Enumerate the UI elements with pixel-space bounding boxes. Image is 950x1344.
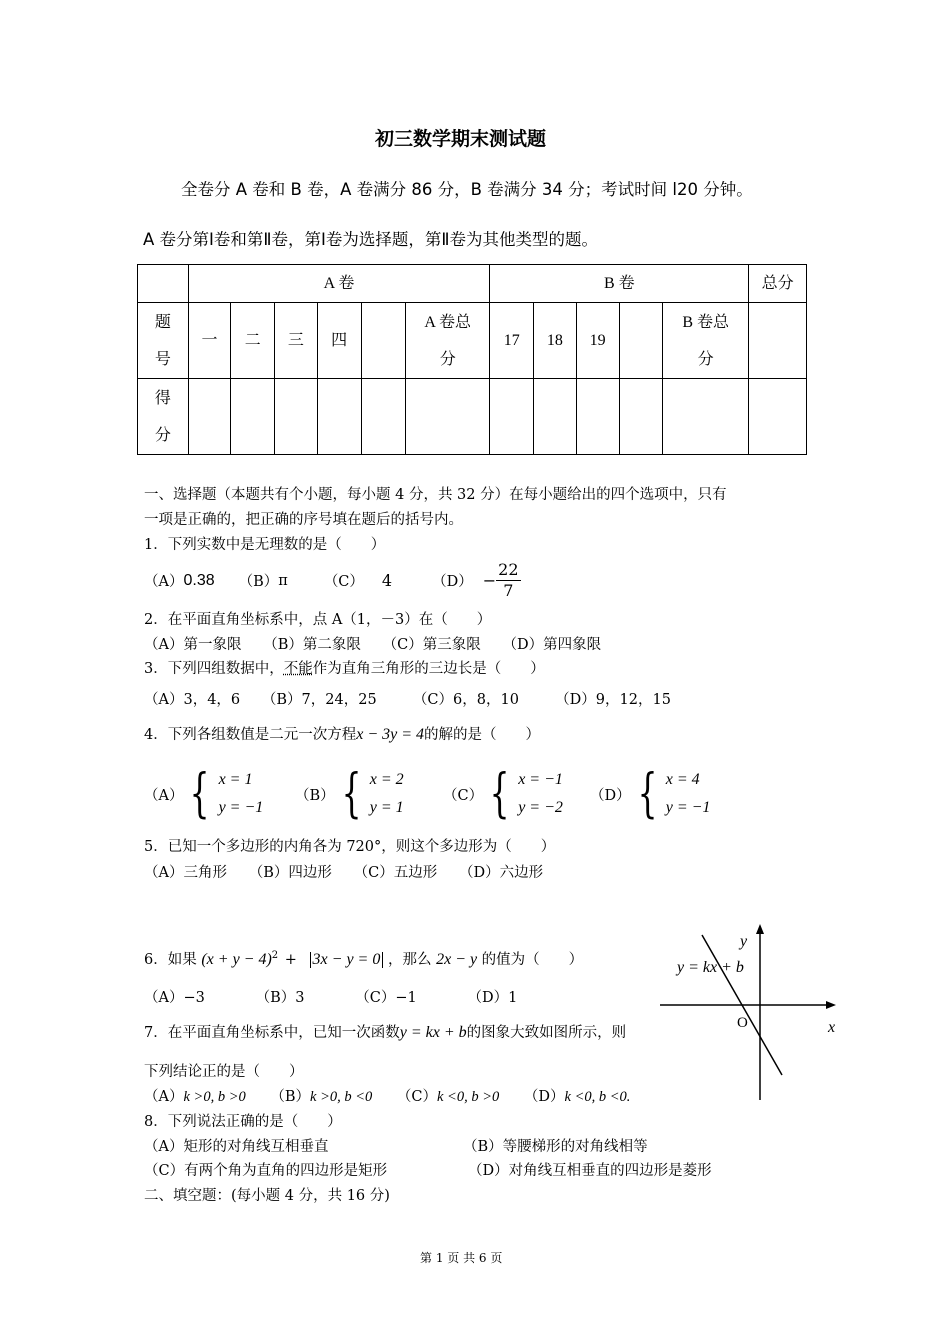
q4-stem: 4．下列各组数值是二元一次方程x − 3y = 4的解的是（ ） — [144, 726, 541, 743]
score-cell[interactable] — [534, 379, 577, 455]
label-y: y — [740, 933, 748, 950]
score-cell[interactable] — [619, 379, 663, 455]
q7-stem-2: 下列结论正的是（ ） — [144, 1064, 304, 1080]
q8-option-a: （A）矩形的对角线互相垂直 — [144, 1139, 329, 1155]
header-total: 总分 — [749, 265, 807, 303]
score-cell[interactable] — [361, 379, 406, 455]
intro-line-1: 全卷分 A 卷和 B 卷，A 卷满分 86 分，B 卷满分 34 分；考试时间 l20 分钟。 — [181, 180, 753, 199]
page-footer: 第 1 页 共 6 页 — [420, 1251, 503, 1265]
section1-heading-1: 一、选择题（本题共有个小题，每小题 4 分，共 32 分）在每小题给出的四个选项中，只有 — [144, 487, 727, 503]
q5-stem: 5．已知一个多边形的内角各为 720°，则这个多边形为（ ） — [144, 839, 556, 855]
col-total-blank — [749, 303, 807, 379]
q2-stem: 2．在平面直角坐标系中，点 A（1，－3）在（ ） — [144, 612, 492, 628]
q3-options: （A）3，4，6 （B）7，24，25 （C）6，8，10 （D）9，12，15 — [144, 692, 671, 708]
score-cell[interactable] — [490, 379, 534, 455]
q1-d-fraction: $\frac{22}{7}$ — [498, 560, 519, 600]
q6-stem: 6．如果 $(x + y - 4)^2 + 3x - y = 0$ ，那么 2x − y 的值为（ ） — [144, 950, 584, 968]
q6-options: （A）−3 （B）3 （C）−1 （D）1 — [144, 990, 518, 1006]
page-title: 初三数学期末测试题 — [375, 128, 547, 150]
q8-stem: 8．下列说法正确的是（ ） — [144, 1114, 342, 1130]
q7-stem: 7．在平面直角坐标系中，已知一次函数y = kx + b的图象大致如图所示，则 — [144, 1024, 627, 1041]
score-table — [137, 264, 807, 455]
q4-option-a: （A） { x = 1 y = −1 — [144, 764, 264, 824]
q7-options: （A）k >0, b >0 （B）k >0, b <0 （C）k <0, b >0 （D）k <0, b <0. — [144, 1089, 631, 1105]
label-origin: O — [737, 1015, 748, 1031]
q2-options: （A）第一象限 （B）第二象限 （C）第三象限 （D）第四象限 — [144, 637, 602, 653]
section2-heading: 二、填空题：(每小题 4 分，共 16 分) — [144, 1188, 390, 1204]
q4-option-b: （B） { x = 2 y = 1 — [295, 764, 404, 824]
score-cell[interactable] — [576, 379, 619, 455]
label-func: y = kx + b — [677, 959, 744, 976]
q3-stem: 3．下列四组数据中，不能作为直角三角形的三边长是（ ） — [144, 661, 545, 677]
score-cell[interactable] — [275, 379, 318, 455]
q1-stem: 1．下列实数中是无理数的是（ ） — [144, 537, 386, 553]
q8-option-d: （D）对角线互相垂直的四边形是菱形 — [468, 1163, 712, 1179]
intro-line-2: A 卷分第Ⅰ卷和第Ⅱ卷，第Ⅰ卷为选择题，第Ⅱ卷为其他类型的题。 — [143, 230, 599, 249]
label-x: x — [828, 1019, 836, 1036]
score-cell[interactable] — [231, 379, 275, 455]
score-cell[interactable] — [749, 379, 807, 455]
col-17: 17 — [490, 303, 534, 379]
row-label-score: 得 分 — [138, 379, 189, 455]
linear-function-graph — [650, 920, 850, 1110]
col-a-total: A 卷总 分 — [406, 303, 490, 379]
col-18: 18 — [534, 303, 577, 379]
q8-option-c: （C）有两个角为直角的四边形是矩形 — [144, 1163, 388, 1179]
col-3: 三 — [275, 303, 318, 379]
q1-options: （A） 0.38 （B） π （C） 4 （D） − $\frac{22}{7}$ — [144, 560, 519, 600]
y-axis-arrow — [756, 924, 764, 934]
score-cell[interactable] — [406, 379, 490, 455]
col-5 — [361, 303, 406, 379]
row-label-question: 题 号 — [138, 303, 189, 379]
col-19: 19 — [576, 303, 619, 379]
col-2: 二 — [231, 303, 275, 379]
q4-option-d: （D） { x = 4 y = −1 — [590, 764, 711, 824]
header-a: A 卷 — [188, 265, 490, 303]
q4-option-c: （C） { x = −1 y = −2 — [443, 764, 563, 824]
col-1: 一 — [188, 303, 231, 379]
section1-heading-2: 一项是正确的，把正确的序号填在题后的括号内。 — [144, 512, 463, 528]
col-b-total: B 卷总 分 — [663, 303, 749, 379]
header-b: B 卷 — [490, 265, 749, 303]
col-20 — [619, 303, 663, 379]
score-cell[interactable] — [663, 379, 749, 455]
q5-options: （A）三角形 （B）四边形 （C）五边形 （D）六边形 — [144, 865, 544, 881]
score-cell[interactable] — [317, 379, 361, 455]
x-axis-arrow — [826, 1001, 836, 1009]
col-4: 四 — [317, 303, 361, 379]
table-corner — [138, 265, 189, 303]
q8-option-b: （B）等腰梯形的对角线相等 — [463, 1139, 648, 1155]
score-cell[interactable] — [188, 379, 231, 455]
